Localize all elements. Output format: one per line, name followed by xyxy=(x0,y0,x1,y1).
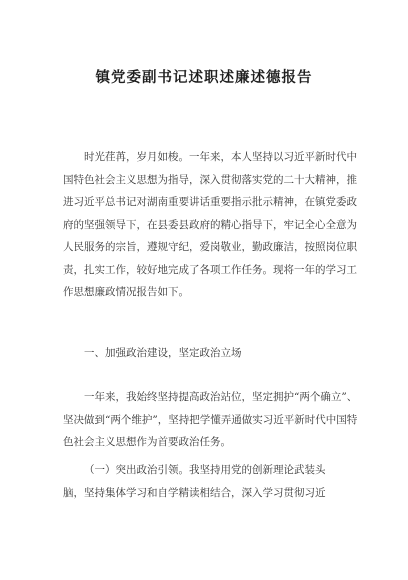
document-title: 镇党委副书记述职述廉述德报告 xyxy=(95,69,313,86)
subsection-line: （一）突出政治引领。我坚持用党的创新理论武装头 xyxy=(84,464,326,476)
subsection-line: 脑，坚持集体学习和自学精读相结合，深入学习贯彻习近 xyxy=(63,486,326,499)
section-heading: 一、加强政治建设，坚定政治立场 xyxy=(84,347,242,359)
intro-paragraph: 时光荏苒，岁月如梭。一年来，本人坚持以习近平新时代中国特色社会主义思想为指导，深入贯彻落实党的二十大精神，推进习近平总书记对湖南重要讲话重要指示批示精神，在镇党委政府的坚强领导下，在县委县政府的精心指导下，牢记全心全意为人民服务的宗旨，遵规守纪，爱岗敬业，勤政廉洁，按照岗位职责，扎实工作，较好地完成了各项工作任务。现将一年的学习工作思想廉政情况报告如下。 xyxy=(63,151,357,298)
subsection-paragraph xyxy=(63,459,363,504)
politics-paragraph: 一年来，我始终坚持提高政治站位，坚定拥护“两个确立”、坚决做到“两个维护”，坚持把学懂弄通做实习近平新时代中国特色社会主义思想作为首要政治任务。 xyxy=(63,391,358,448)
